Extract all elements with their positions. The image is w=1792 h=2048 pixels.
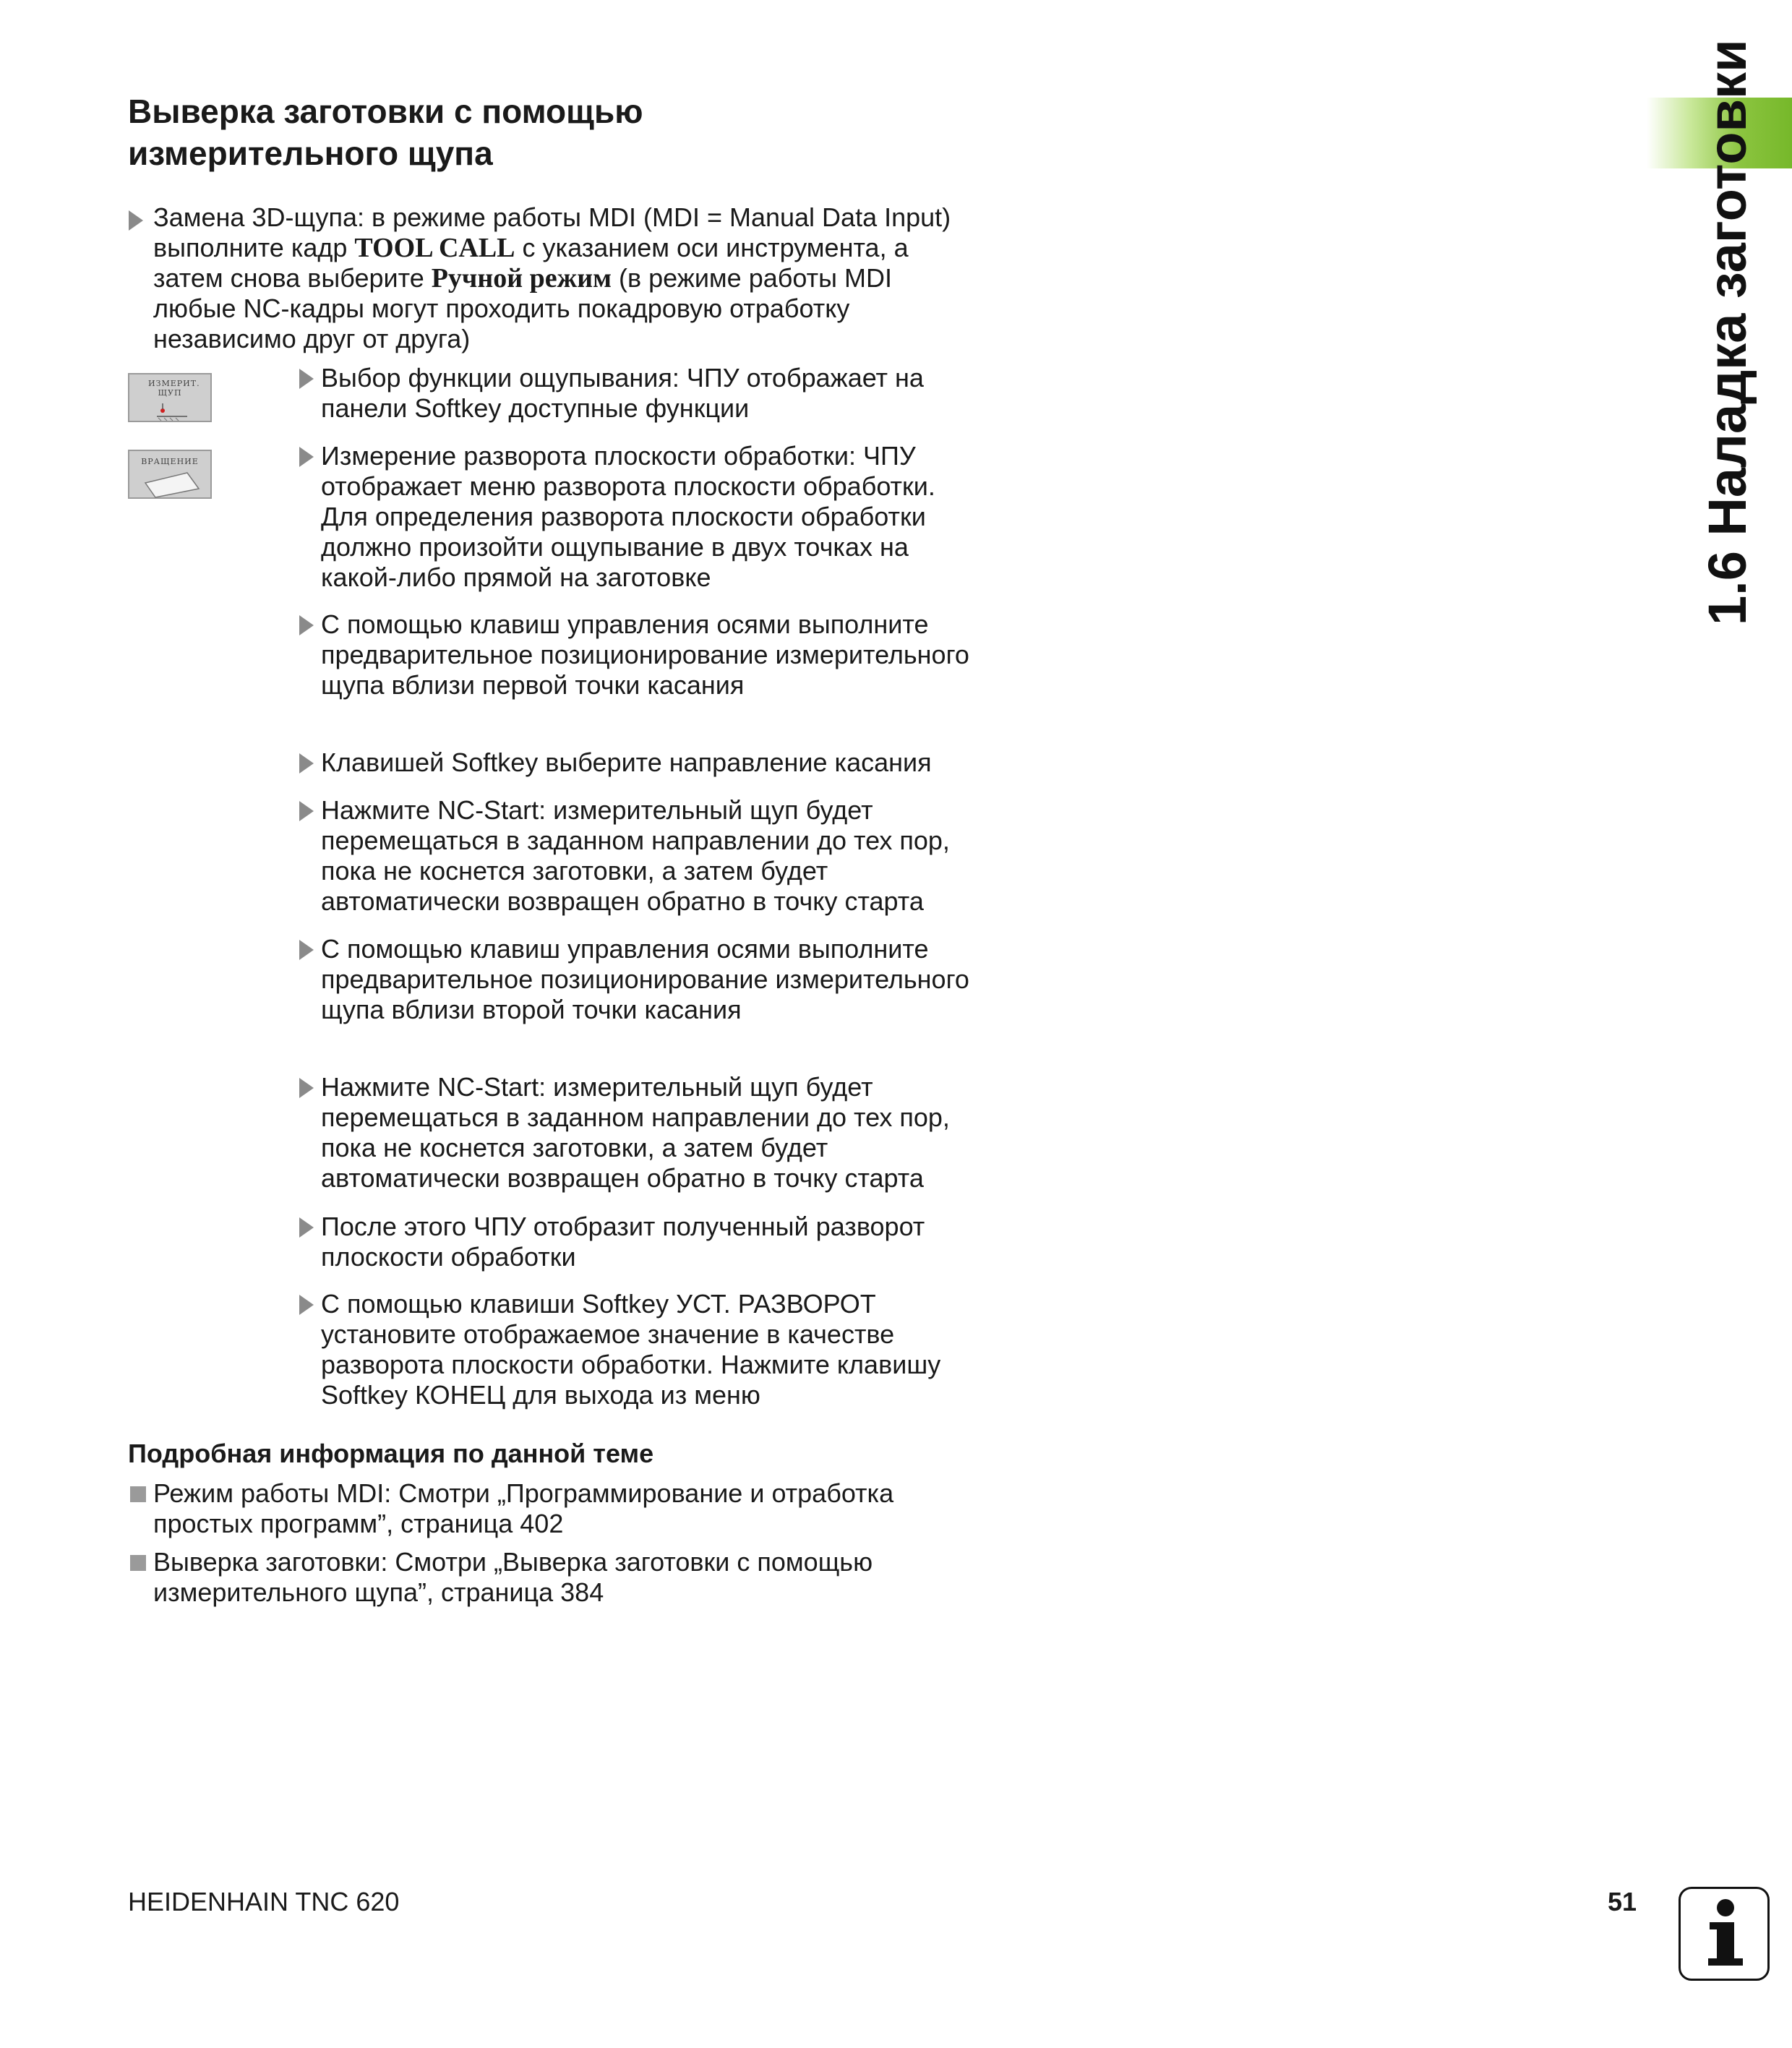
probe-icon <box>129 374 213 424</box>
bullet-arrow-icon <box>129 210 143 231</box>
list-item: Нажмите NC-Start: измерительный щуп будет перемещаться в заданном направлении до тех пор, пока не коснется заготовки, а затем будет автоматически возвращен обратно в точку старта <box>321 1072 950 1193</box>
bullet-arrow-icon <box>299 615 314 635</box>
page-title: Выверка заготовки с помощью измерительного щупа <box>128 93 643 172</box>
probe-softkey <box>128 373 212 422</box>
bullet-arrow-icon <box>299 1078 314 1098</box>
bullet-arrow-icon <box>299 1217 314 1238</box>
info-icon <box>1679 1887 1770 1981</box>
list-item: Нажмите NC-Start: измерительный щуп будет перемещаться в заданном направлении до тех пор, пока не коснется заготовки, а затем будет автоматически возвращен обратно в точку старта <box>321 795 950 916</box>
more-info-heading: Подробная информация по данной теме <box>128 1439 654 1468</box>
reference-link[interactable]: Режим работы MDI: Смотри „Программирование и отработка простых программ”, страница 402 <box>153 1478 894 1538</box>
rotation-softkey-label: ВРАЩЕНИЕ <box>141 457 199 466</box>
list-item: Клавишей Softkey выберите направление касания <box>321 747 932 777</box>
bullet-arrow-icon <box>299 801 314 821</box>
list-item: Выбор функции ощупывания: ЧПУ отображает на панели Softkey доступные функции <box>321 363 924 423</box>
code-tool-call: TOOL CALL <box>354 233 515 263</box>
list-item: С помощью клавиши Softkey УСТ. РАЗВОРОТ установите отображаемое значение в качестве разворота плоскости обработки. Нажмите клавишу Softkey КОНЕЦ для выхода из меню <box>321 1289 941 1410</box>
page-number: 51 <box>1608 1887 1637 1916</box>
list-item: После этого ЧПУ отобразит полученный разворот плоскости обработки <box>321 1212 925 1272</box>
bullet-arrow-icon <box>299 369 314 389</box>
rotated-plane-icon <box>129 451 213 500</box>
reference-link[interactable]: Выверка заготовки: Смотри „Выверка заготовки с помощью измерительного щупа”, страница 384 <box>153 1547 873 1607</box>
list-item: С помощью клавиш управления осями выполните предварительное позиционирование измерительного щупа вблизи первой точки касания <box>321 609 969 700</box>
intro-paragraph: Замена 3D-щупа: в режиме работы MDI (MDI = Manual Data Input) выполните кадр TOOL CALL с указанием оси инструмента, а затем снова выберите Ручной режим (в режиме работы MDI любые NC-кадры могут проходить покадровую отработку независимо друг от друга) <box>153 202 951 354</box>
list-item: Измерение разворота плоскости обработки: ЧПУ отображает меню разворота плоскости обработки. Для определения разворота плоскости обработки должно произойти ощупывание в двух точках на какой-либо прямой на заготовке <box>321 441 935 592</box>
bullet-square-icon <box>130 1555 146 1571</box>
bullet-arrow-icon <box>299 940 314 960</box>
probe-softkey-label: ИЗМЕРИТ. ЩУП <box>148 379 200 398</box>
code-manual-mode: Ручной режим <box>431 263 612 294</box>
bullet-square-icon <box>130 1486 146 1502</box>
footer-product: HEIDENHAIN TNC 620 <box>128 1887 400 1916</box>
list-item: С помощью клавиш управления осями выполните предварительное позиционирование измерительного щупа вблизи второй точки касания <box>321 934 969 1024</box>
bullet-arrow-icon <box>299 447 314 467</box>
bullet-arrow-icon <box>299 1295 314 1315</box>
rotation-softkey <box>128 450 212 499</box>
bullet-arrow-icon <box>299 753 314 774</box>
